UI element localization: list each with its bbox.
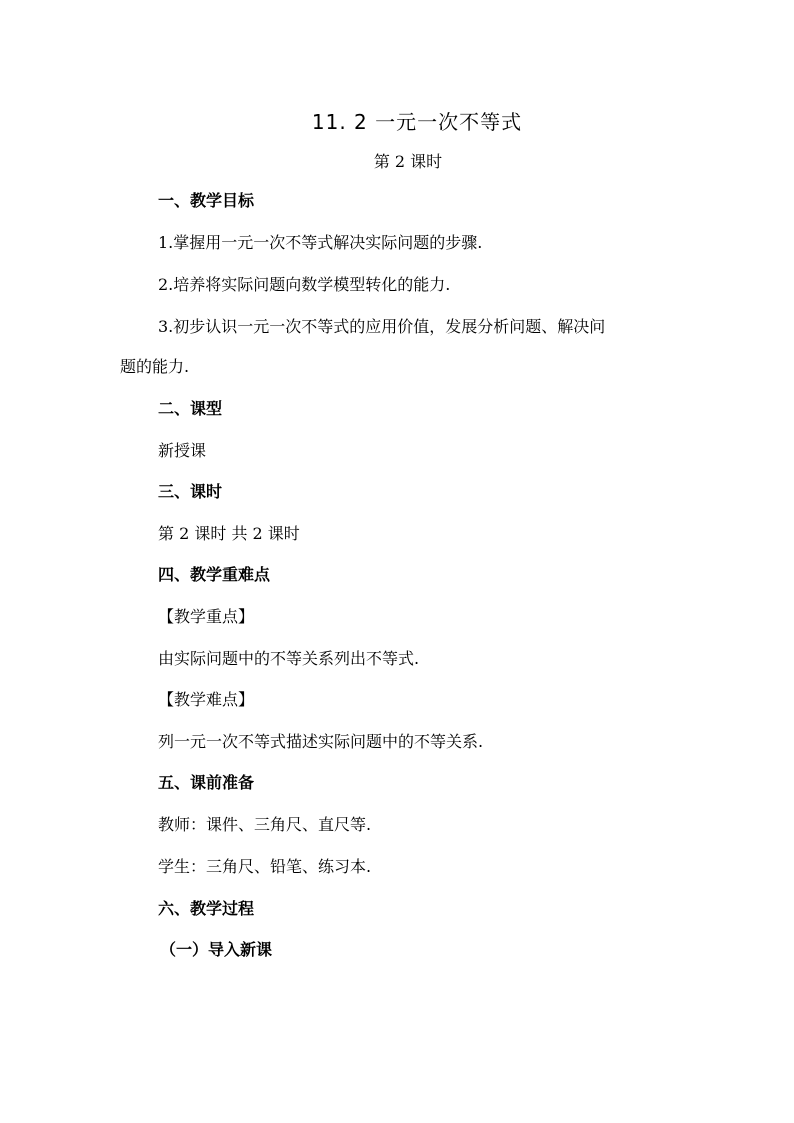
section-heading-preparation: 五、课前准备 (158, 773, 255, 792)
prep-student: 学生：三角尺、铅笔、练习本. (158, 857, 372, 876)
document-title: 11. 2 一元一次不等式 (311, 110, 523, 134)
subsection-heading-intro: （一）导入新课 (160, 940, 273, 959)
lesson-period-subtitle: 第 2 课时 (373, 152, 443, 171)
lesson-type-value: 新授课 (158, 441, 207, 460)
section-heading-process: 六、教学过程 (158, 899, 255, 918)
key-point-text: 由实际问题中的不等关系列出不等式. (158, 649, 420, 668)
key-point-label: 【教学重点】 (158, 607, 255, 626)
section-heading-hours: 三、课时 (158, 482, 223, 501)
goal-item-3-line-2: 题的能力. (120, 357, 190, 376)
goal-item-2: 2.培养将实际问题向数学模型转化的能力. (158, 275, 451, 294)
difficult-point-text: 列一元一次不等式描述实际问题中的不等关系. (158, 732, 484, 751)
section-heading-key-points: 四、教学重难点 (158, 565, 271, 584)
prep-teacher: 教师：课件、三角尺、直尺等. (158, 815, 372, 834)
section-heading-type: 二、课型 (158, 399, 223, 418)
section-heading-goals: 一、教学目标 (158, 191, 255, 210)
difficult-point-label: 【教学难点】 (158, 690, 255, 709)
goal-item-3-line-1: 3.初步认识一元一次不等式的应用价值，发展分析问题、解决问 (158, 317, 606, 336)
goal-item-1: 1.掌握用一元一次不等式解决实际问题的步骤. (158, 233, 483, 252)
lesson-hours-value: 第 2 课时 共 2 课时 (158, 524, 300, 543)
